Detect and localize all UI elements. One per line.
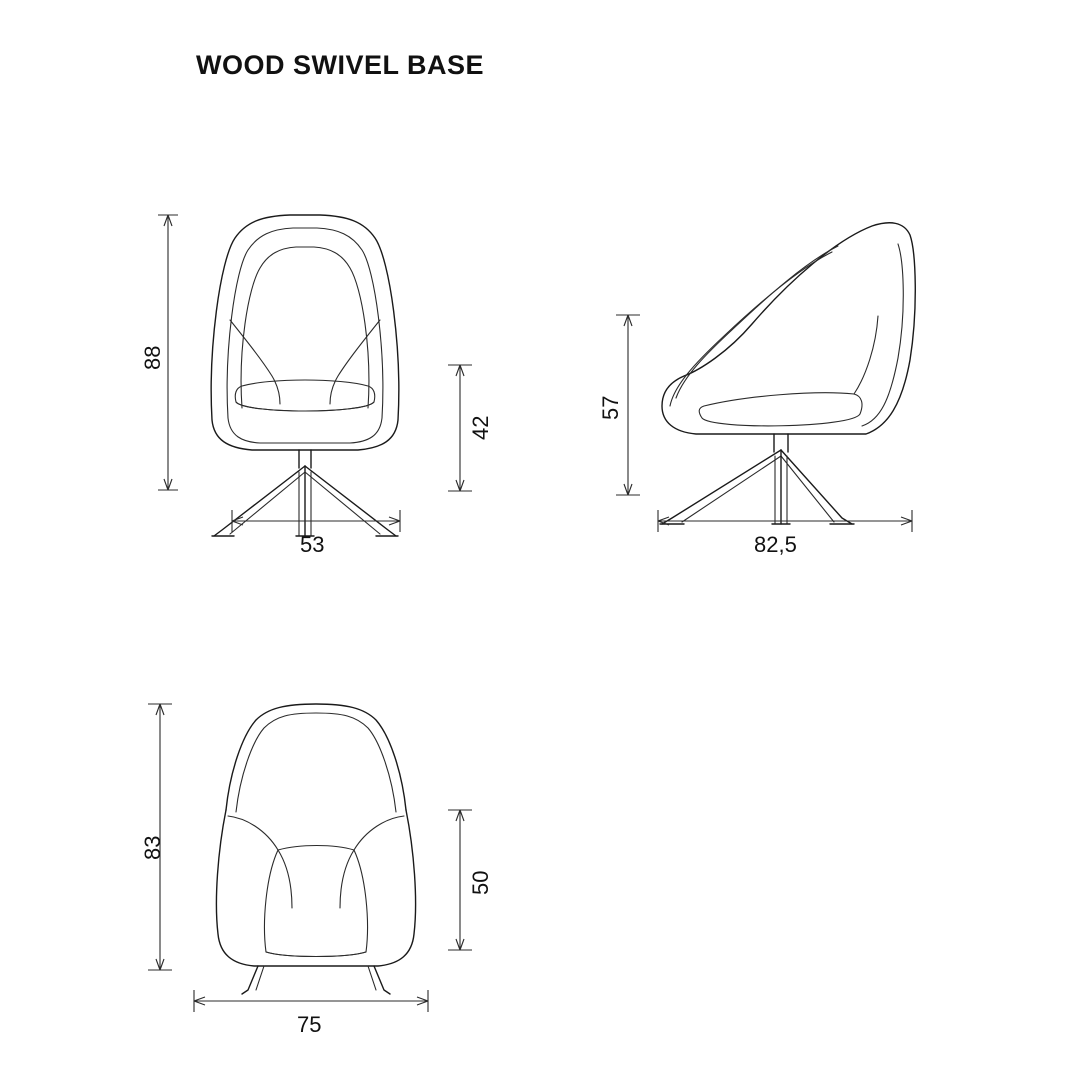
front-height-dimension: [150, 200, 190, 560]
front-height-dimension-line: [150, 200, 190, 560]
top-depth-label: 83: [140, 835, 165, 860]
front-seat-height-label: 42: [468, 415, 493, 440]
front-height-label: 88: [140, 345, 165, 370]
top-view: [170, 690, 470, 1000]
top-view-drawing: [170, 690, 470, 1000]
page-title: WOOD SWIVEL BASE: [196, 50, 485, 80]
side-depth-label: 82,5: [754, 532, 797, 557]
front-width-label: 53: [300, 532, 325, 557]
top-width-label: 75: [297, 1012, 322, 1037]
side-height-label: 57: [598, 395, 623, 420]
top-inner-depth-label: 50: [468, 870, 493, 895]
